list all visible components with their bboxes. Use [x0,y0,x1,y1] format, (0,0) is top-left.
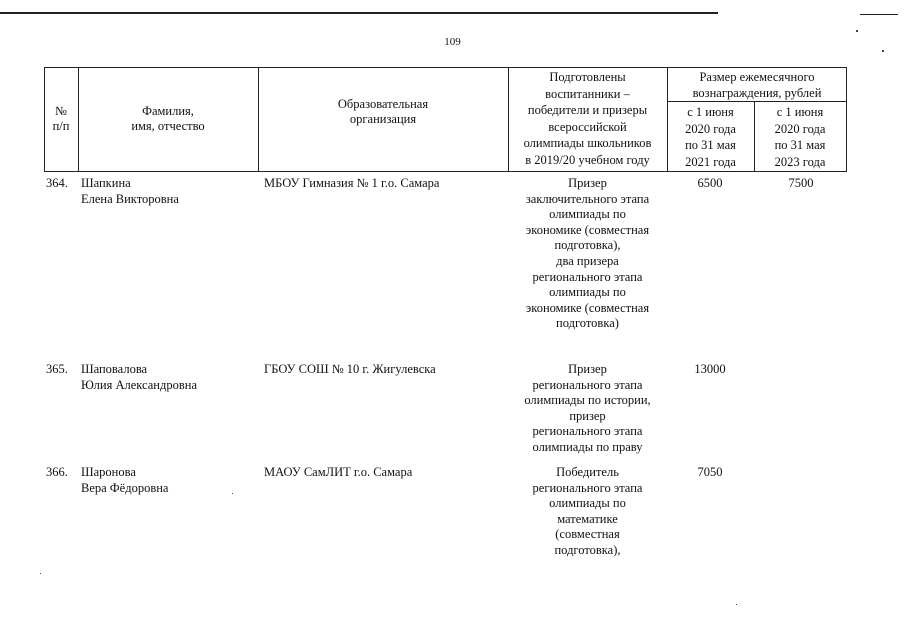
header-achievement: Подготовлены воспитанники – победители и призеры всероссийской олимпиады школьников в 2019/20 учебном году [523,70,652,167]
scan-speck [40,573,41,574]
row-number: 366. [46,465,68,479]
header-amount-group: Размер ежемесячного вознаграждения, рублей [692,70,822,100]
scan-speck [736,604,737,605]
row-achievement: Призер регионального этапа олимпиады по истории, призер регионального этапа олимпиады по праву [524,362,651,454]
table-header [44,67,847,171]
row-amount-1: 13000 [694,362,726,376]
header-org: Образовательная организация [337,97,429,126]
row-name: Шаронова Вера Фёдоровна [81,465,169,495]
row-organization: МАОУ СамЛИТ г.о. Самара [264,465,413,479]
row-organization: МБОУ Гимназия № 1 г.о. Самара [264,176,440,190]
row-amount-1: 6500 [697,176,723,190]
header-period-1: с 1 июня 2020 года по 31 мая 2021 года [685,105,736,169]
row-name: Шаповалова Юлия Александровна [81,362,197,392]
page-number: 109 [444,36,461,48]
row-achievement: Призер заключительного этапа олимпиады по экономике (совместная подготовка), два призера регионального этапа олимпиады по экономике (совместная подготовка) [525,176,650,331]
top-edge-line-right [860,14,898,15]
row-number: 364. [46,176,68,190]
row-organization: ГБОУ СОШ № 10 г. Жигулевска [264,362,436,376]
row-number: 365. [46,362,68,376]
row-achievement: Победитель регионального этапа олимпиады по математике (совместная подготовка), [532,465,643,557]
scan-speck [856,30,858,32]
header-num: № п/п [52,104,70,133]
scan-speck [232,493,233,494]
header-period-2: с 1 июня 2020 года по 31 мая 2023 года [774,105,826,169]
row-amount-2: 7500 [788,176,814,190]
row-name: Шапкина Елена Викторовна [81,176,179,206]
row-amount-1: 7050 [697,465,723,479]
top-edge-line [0,12,718,14]
scan-speck [882,50,884,52]
header-name: Фамилия, имя, отчество [131,104,205,133]
